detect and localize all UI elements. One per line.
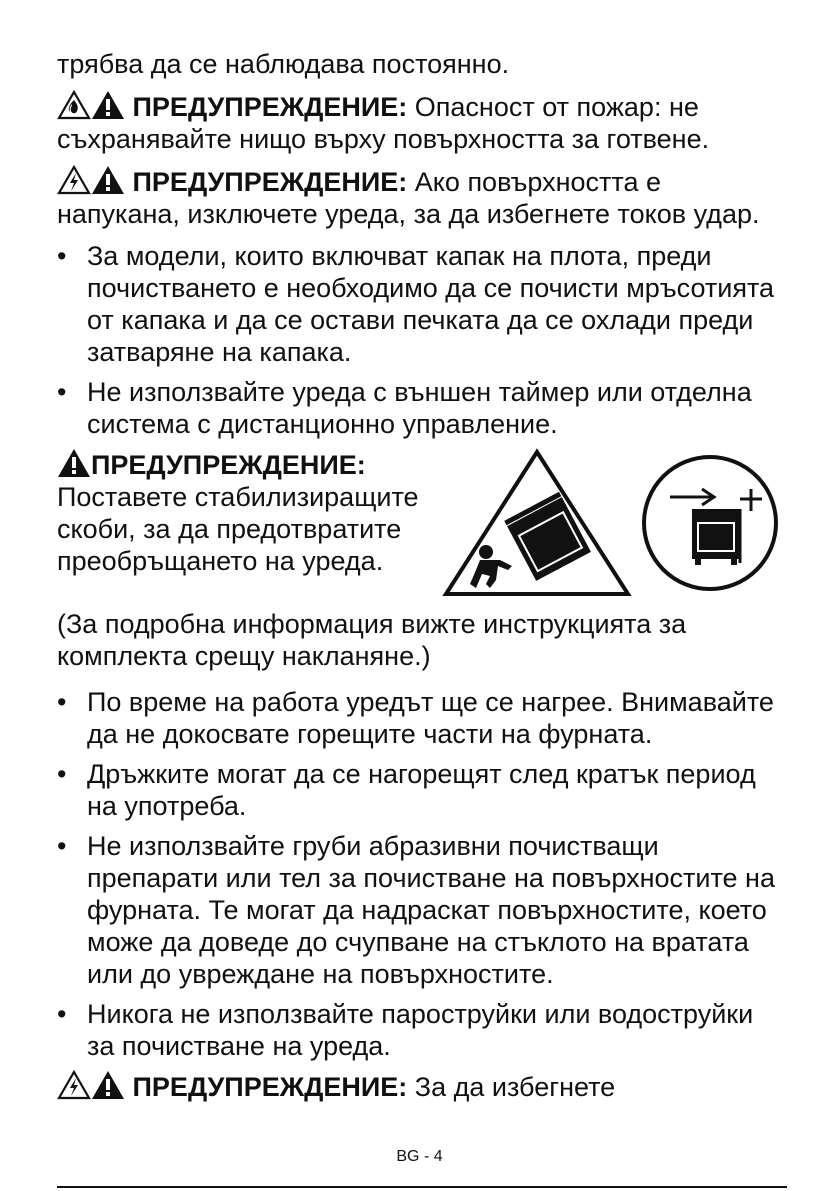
warning-fire: [57, 90, 787, 155]
warning-label: ПРЕДУПРЕЖДЕНИЕ:: [132, 1072, 408, 1102]
list-item: • Не използвайте груби абразивни почистващи препарати или тел за почистване на повърхностите на фурната. Те могат да надраскат повърхностите, което може да доведе до счупване на стъклото на вратата или до увреждане на повърхностите.: [57, 830, 787, 990]
footer-divider: [57, 1186, 787, 1188]
electric-shock-icon: [57, 1070, 91, 1100]
list-item: • По време на работа уредът ще се нагрее. Внимавайте да не докосвате горещите части на фурната.: [57, 686, 787, 750]
list-item: • Дръжките могат да се нагорещят след кратък период на употреба.: [57, 758, 787, 822]
warning-text: Опасност от пожар: не съхранявайте нищо върху повърхността за готвене.: [57, 92, 710, 154]
bullet-list-1: [57, 240, 787, 440]
tip-over-hazard-icon: [442, 448, 632, 598]
warning-electric-final: [57, 1070, 787, 1103]
list-item: • За модели, които включват капак на плота, преди почистването е необходимо да се почисти мръсотията от капака и да се остави печката да се охлади преди затваряне на капака.: [57, 240, 787, 368]
warning-text: Ако повърхността е напукана, изключете уреда, за да избегнете токов удар.: [57, 167, 760, 229]
warning-label: ПРЕДУПРЕЖДЕНИЕ:: [132, 167, 408, 197]
warning-label: ПРЕДУПРЕЖДЕНИЕ:: [91, 450, 366, 480]
warning-triangle-icon: [91, 1070, 125, 1100]
list-item: • Не използвайте уреда с външен таймер или отделна система с дистанционно управление.: [57, 376, 787, 440]
warning-triangle-icon: [91, 165, 125, 195]
warning-label: ПРЕДУПРЕЖДЕНИЕ:: [132, 92, 408, 122]
bullet-list-2: [57, 686, 787, 1062]
intro-line: трябва да се наблюдава постоянно.: [57, 49, 510, 79]
stabilizer-text: Поставете стабилизиращите скоби, за да предотвратите преобръщането на уреда.: [57, 482, 419, 576]
warning-triangle-icon: [57, 448, 91, 478]
list-item: • Никога не използвайте пароструйки или водоструйки за почистване на уреда.: [57, 998, 787, 1062]
fire-hazard-icon: [57, 90, 91, 120]
electric-shock-icon: [57, 165, 91, 195]
warning-electric: [57, 165, 787, 230]
stabilizer-note: (За подробна информация вижте инструкцията за комплекта срещу накланяне.): [57, 609, 687, 671]
document-page: [57, 48, 787, 1113]
warning-triangle-icon: [91, 90, 125, 120]
warning-text: За да избегнете: [414, 1072, 616, 1102]
stabilizer-bracket-icon: [640, 453, 780, 593]
page-number: BG - 4: [396, 1148, 443, 1165]
stabilizer-warning: [57, 448, 787, 608]
